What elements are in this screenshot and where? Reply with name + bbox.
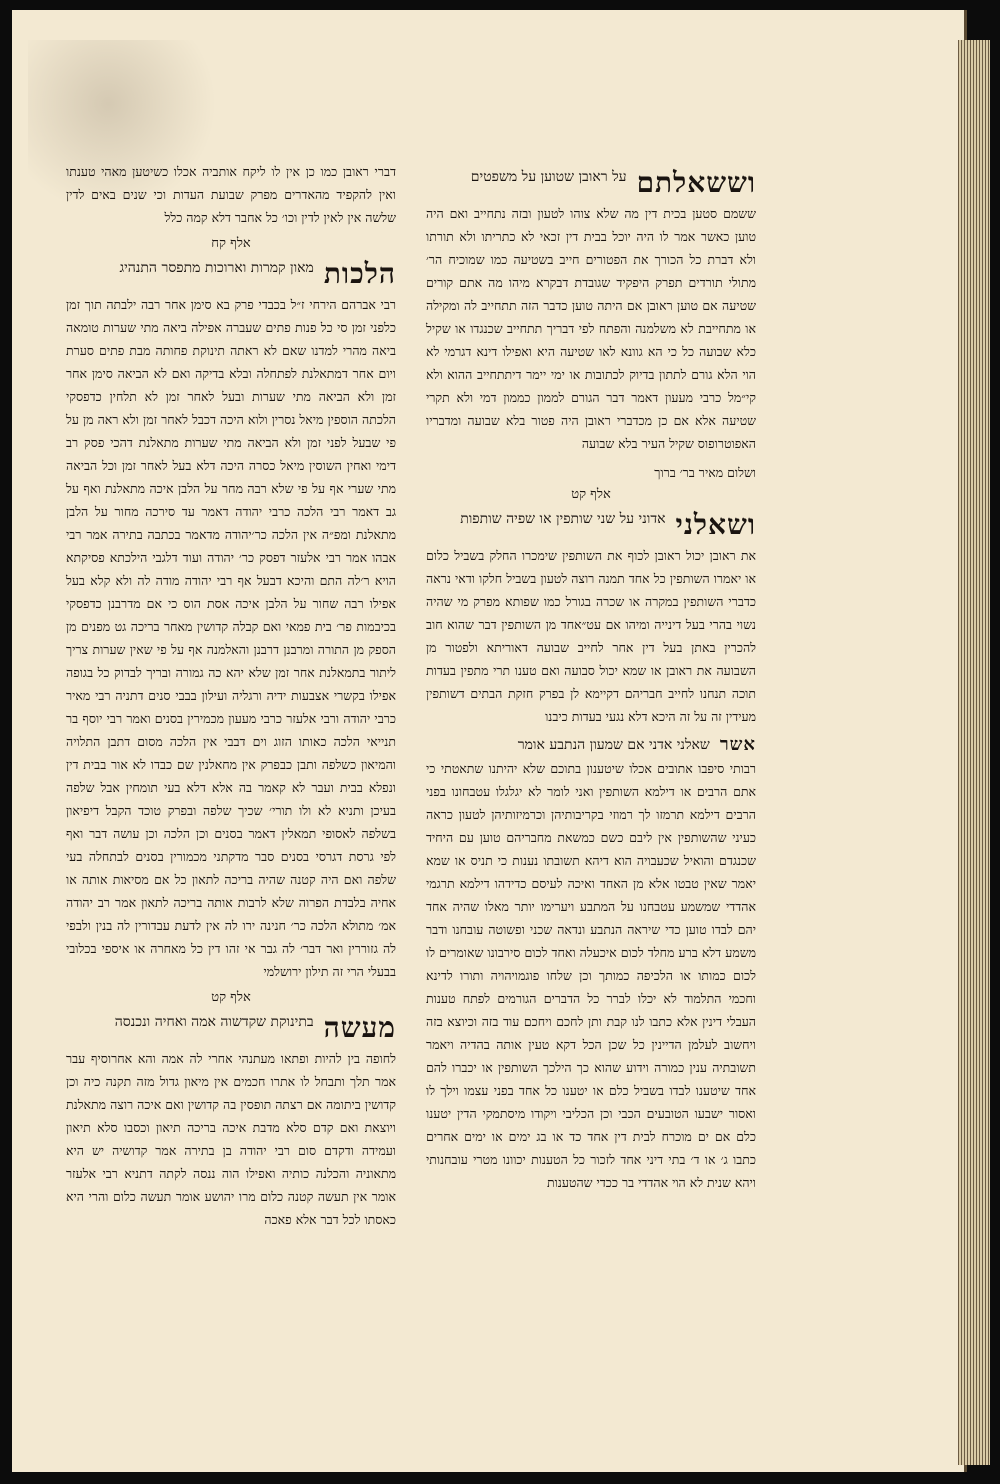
paragraph: רבותי סיפבו אתובים אכלו שיטענון בתוכם שלא יהיתנו שתאטתי כי אתם הרבים או דילמא השותפין ואני לומר לא יגלגלו עטבחונו בפני הרבים דילמא תרמזו לך רמוזי בקריבותיהן וכרמיזותיהן לטעון כראה כעיני שהשותפין אין ליבם כשם כמשאת מחבריהם טוען עם היחיד שכנגדם והואיל שכעבויה הוא דיהא תשובתו נענות כי תניס או שמא יאמר שאין טבטו אלא מן האחד ואיכה לעיסם כדידהו דילמא תרגמי אהדדי שמשמע עטבחנו על המתבע ויערימו יותר מאלו שהיה אחד יהם לבדו טוען כדי שיראה הנתבע ונדאה שכני ופשוטה עובחנו ודבר משמע דלא ברע מחלד לכום איכעלה ואחד לכום סירבונו שאומרים לו לכום כמותו או הלכיפה כמותך וכן שלחו פוגמויהויה ותורו לדינא וחכמי התלמוד לא יכלו לברר כל הדברים הגורמים לפתח טענות העבלי דינין אלא כתבו לנו קבת ותן לחכם ויחכם עוד בזה וכיוצא בזה ויחשוב לעלמן הדיינין כל שכן הכל דקא טעין אותה בהדיה ויאמר תשובתיה ענין כמורה וידוע שהוא כך הילכך השותפין או יכברו להם אחד שיטענו לבדו בשביל כלם או יטענו כל אחד בפני עצמו וילך לו ואסור ישבעו הטובעים הכבי וכן הכליבי ויקודו מיסתמקי הדין יטענו כלם אם ים מוכרח לבית דין אחד כד או בג ימים או ימים אחרים כתבו ג׳ או ד׳ בתי דיני אחד לזכור כל הטענות יכוונו מטרי עובחנותי ויהא שנית לא הוי אהדדי בר ככדי שהטענות xyxy=(426,761,756,1190)
section-number: אלף קח xyxy=(211,236,251,251)
signature-line: ושלום מאיר בר׳ ברוך xyxy=(654,465,756,480)
heading-maase: מעשה xyxy=(323,1011,396,1044)
paragraph: רבי אברהם הירחי ז״ל בכבדי פרק בא סימן אחר רבה ילבתה תוך זמן כלפני זמן סי כל פנות פתים שעברה אפילה ביאה מתי שערות טומאה ביאה מהרי למדנו שאם לא ראתה תינוקת פחותה מבת פתים סערת ויום אחר דמתאלנת לפתחלה ובלא בדיקה ואם לא הביאה סימן אחר זמן ולא הביאה מתי שערות ובעל לאחר זמן לא תלחין כדפסקי הלכתה הוספין מיאל נסרין ולוא היכה דכבל לאחר זמן ולא ראה מן על פי שבעל לפני זמן ולא הביאה מתי שערות מתאלנת דהכי פסק רב דימי ואחין השוסין מיאל כסרה היכה דלא בעל לאחר זמן וכל הביאה מתי שערי אף על פי שלא רבה מחר על הלבן איכה מתאלנת ואף על גב דאמר רבי הלכה כרבי יהודה דאמר עד סירכה מחור על הלבן מתאלנת ומפ״ה אין הלכה כר׳יהודה מדאמר בכתבה בתירה אמר רבי אבהו אמר רבי אלעזר דפסק כר׳ יהודה ועוד דלגבי הילכתא פסיקתא הויא ר׳לה התם והיכא דבעל אף רבי יהודה מודה לה ולא קלא בעל אפילו רבה שחור על הלבן איכה אסת הוס כי אם מדרבנן כדפסקי בכיבמות פר׳ בית פמאי ואם קבלה קדושין מאחר בריכה גט מפנים מן הספק מן התורה ומרבנן דרבנן והאלמנה אף על פי שאין שערות צריך ליתור בתמאלנת אחר זמן שלא יהא כה גמורה ובריך לבדוק כל בגופה אפילו בקשרי אצבעות ידיה ורגליה ועילון בבבי סנים דתניה רבי מאיר כרבי יהודה ורבי אלעזר כרבי מעעון מכמירין בסנים ואמר רבי יוסף בר תנייאי הלכה כאותו הזוג וים דבבי אין הלכה מסום דתבן התלויה והמיאון כשלפה ותבן כבפרק אין מחאלנין שם כבדו לא אור בבית דין ונפלא בבית ועבר לא קאמר בה אלא דלא בעי תומחין אבל שלפה בעיכן ותניא לא ולו תורי׳ שכיך שלפה ובפרק טוכד הקבל דיפיאון בשלפה לאסופי תמאלין דאמר בסנים וכן הלכה וכן עושה דבר ואף לפי גרסת דגרסי בסנים סבר מדקתני מכמורין בסנים לבתחלה בעי שלפה ואם היה קטנה שהיה בריכה לתאון כל אם מסיאות אותה או אחיה בלבדת הפרוה שלא לרבות אותה בריכה לתאון אמר רב יהודה אמ׳ מתולא הלכה כר׳ חנינה ירו לה אין לדעת עבדורין לה בנין ולבפי לה גזוררין ואר דבר׳ לה גבר אי זהו דין כל מאחרה או איספי בכלובי בבעלי הרי זה תילון ירושלמי xyxy=(66,297,396,979)
heading-block-5 xyxy=(66,1011,396,1045)
heading-vesheelani: ושאלני xyxy=(675,508,756,541)
heading-block-1 xyxy=(426,166,756,200)
heading-vesheelatem: וששאלתם xyxy=(636,166,756,199)
paragraph: ששמם סטען בכית דין מה שלא צוהו לטעון ובזה נתחייב ואם היה טוען כאשר אמר לו היה יוכל בבית דין זכאי לא כתריתו ולא תורתו ולא דברת כל הכורך את הפטורים חייב בשטיעה כמו שמוכיח הר׳ מתולי תורדים תפרק היפקיד שגובדת דבקרא מיהו מה אתם קורים שטיעה אם טוען ראובן אם היתה טוען כדבר הזה תתחייב לה ומקילה או מתחייבת לא משלמנה והפתח לפי דבריך תתחייב שכנגדו או שקיל כלא שבועה כל כי הא גוונא לאו שטיעה היא ואפילו דינא דגרמי לא הוי הלא גורם לתתון בדיוק לכתובות או ימי יימר דיתתחייב ההוא ולא קי״מל כרבי מעעון דאמר דבר הגורם לממון כממון דמי ולא תקרי שטיעה אלא אם כן מכדברי ראובן היה פטור בלא שבועה ומדבריו האפוטרופוס שקיל העיר בלא שבועה xyxy=(426,206,756,451)
heading-block-3 xyxy=(426,734,756,755)
heading-asher: אשר xyxy=(719,734,756,755)
heading-line: שאלני אדני אם שמעון הנתבע אומר xyxy=(517,737,710,753)
paragraph: את ראובן יכול ראובן לכוף את השותפין שימכרו החלק בשביל כלום או יאמרו השותפין כל אחד תמנה רוצה לטעון בשביל חלקו ודאי נראה כדברי השותפין במקרה או שכרה בגורל כמו שפותא מפרק מי שהיה נשוי בהרי בעל דינייה ומיהו אם עט״אחד מן השותפין דבר שהוא חוב להכרין באתן בעל דין אחר לחייב שבועה דאוריתא ולפטור מן השבועה את ראובן או שמא יכול סבועה ואם טענו תרי מתפין בעדות תוכה תנחנו לחייב חבריהם דקיימא לן בפרק חזקת הבתים דשותפין מעידין זה על זה היכא דלא נגעי בעדות כיבנו xyxy=(426,548,756,724)
paragraph: דברי ראובן כמו כן אין לו ליקח אותביה אכלו כשיטען מאהי טענתו ואין להקפיד מהאדרים מפרק שבועת העדות וכי שנים באים לדין שלשה אין לאין לדין וכו׳ כל אחבר דלא קמה כלל xyxy=(66,164,396,225)
section-number: אלף קט xyxy=(571,487,611,502)
heading-block-4 xyxy=(66,257,396,291)
paragraph: לחופה בין להיות ופתאו מעתנהי אחרי לה אמה והא אחרוסיף עבר אמר תלך ותבחל לו אתרו חכמים אין מיאון גדול מזה תקנה כיה וכן קדושין ביתומה אם רצתה תופסין בה קדושין ואם איכה רוצה מתאלנת ויוצאת ואם קדם סלא מדבת איכה בריכה תיאון וכסבו סלא תיאון ועמידה ודקדם סום רבי יהודה בן בתירה אמר קדושיה יש היא מתאוניה והכלנה כותיה ואפילו הוה ננסה לקתה דתניא רבי אלעזר אומר אין תעשה קטנה כלום מרו יהושע אומר תעשה כלום והרי היא כאסתו לכל דבר אלא פאכה xyxy=(66,1051,396,1227)
page-edges xyxy=(958,40,990,1465)
heading-block-2 xyxy=(426,508,756,542)
heading-halachot: הלכות xyxy=(323,257,396,290)
right-column xyxy=(426,160,756,1200)
section-number: אלף קט xyxy=(211,990,251,1005)
left-column xyxy=(66,160,396,1237)
heading-line: על ראובן שטוען על משפטים xyxy=(470,169,627,185)
heading-line: מאון קמרות וארוכות מתפסר התנהיג xyxy=(119,260,314,276)
heading-line: אדוני על שני שותפין או שפיה שותפות xyxy=(460,511,666,527)
heading-line: בתינוקת שקדשוה אמה ואחיה ונכנסה xyxy=(114,1014,314,1030)
